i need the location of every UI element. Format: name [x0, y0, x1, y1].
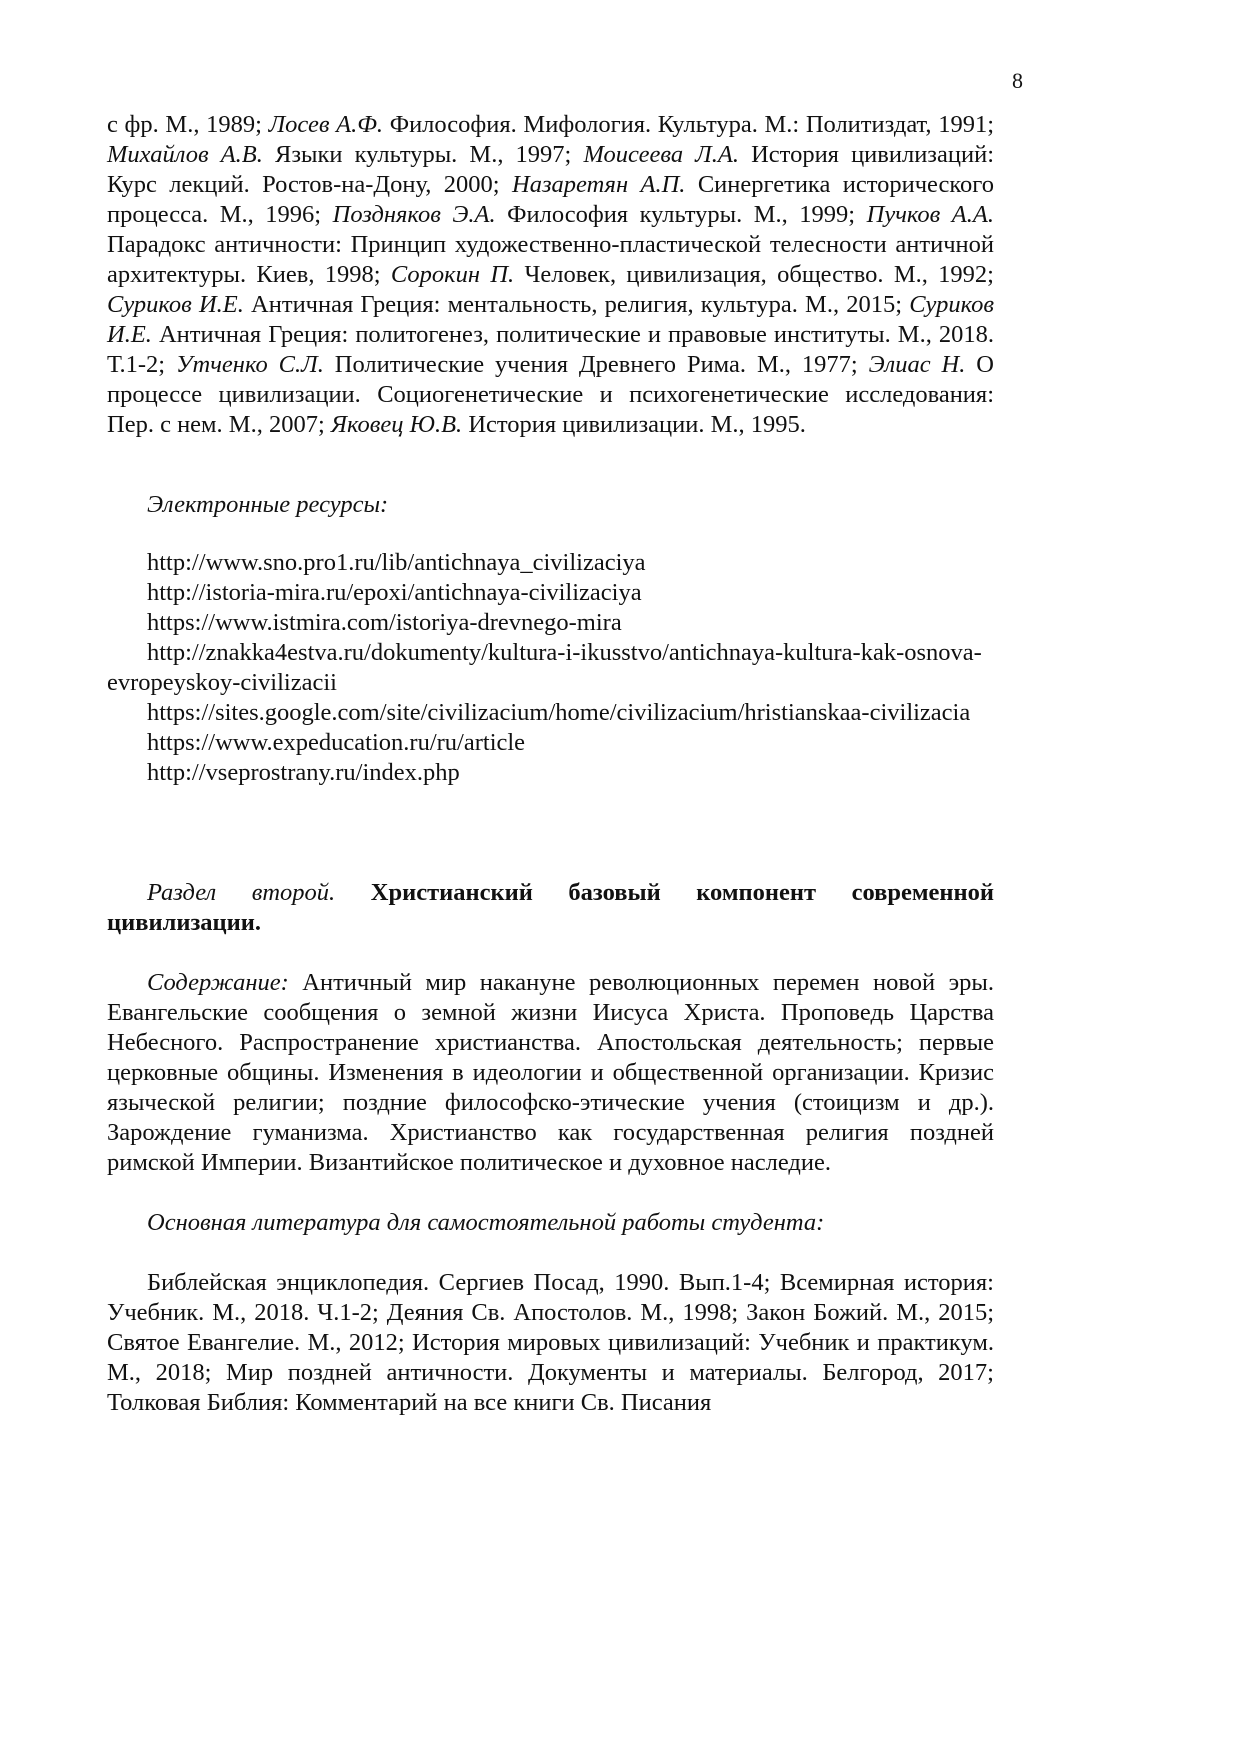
author-name: Элиас Н.: [868, 351, 966, 378]
author-name: Пучков А.А.: [866, 201, 994, 228]
page-number: 8: [1012, 68, 1023, 93]
main-literature-paragraph: [107, 1268, 994, 1418]
reference-text: Античная Греция: политогенез, политические и правовые институты. М., 2018. Т.1-2;: [107, 321, 994, 378]
resource-link[interactable]: http://znakka4estva.ru/dokumenty/kultura-i-ikusstvo/antichnaya-kultura-kak-osnova-evropeyskoy-civilizacii: [107, 639, 982, 696]
electronic-resources-heading: [107, 490, 994, 520]
heading-text: Электронные ресурсы:: [147, 491, 389, 518]
reference-text: Синергетика исторического процесса. М., 1996;: [107, 171, 994, 228]
author-name: Лосев А.Ф.: [268, 111, 384, 138]
author-name: Суриков И.Е.: [107, 291, 244, 318]
heading-text: Основная литература для самостоятельной работы студента:: [147, 1209, 825, 1236]
section-heading: [107, 878, 994, 938]
reference-text: Философия культуры. М., 1999;: [495, 201, 867, 228]
reference-text: Античная Греция: ментальность, религия, культура. М., 2015;: [243, 291, 910, 318]
author-name: Суриков И.Е.: [107, 291, 995, 348]
reference-text: Человек, цивилизация, общество. М., 1992;: [514, 261, 994, 288]
reference-text: История цивилизаций: Курс лекций. Ростов-на-Дону, 2000;: [107, 141, 995, 198]
main-literature-text: Библейская энциклопедия. Сергиев Посад, 1990. Вып.1-4; Всемирная история: Учебник. М., 2018. Ч.1-2; Деяния Св. Апостолов. М., 1998; Закон Божий. М., 2015; Святое Евангелие. М., 2012; История мировых цивилизаций: Учебник и практикум. М., 2018; Мир поздней античности. Документы и материалы. Белгород, 2017; Толковая Библия: Комментарий на все книги Св. Писания: [107, 1269, 994, 1416]
reference-text: О процессе цивилизации. Социогенетические и психогенетические исследования: Пер. с нем. М., 2007;: [107, 351, 994, 438]
main-literature-heading: [107, 1208, 994, 1238]
reference-text: Политические учения Древнего Рима. М., 1977;: [323, 351, 869, 378]
section-label: Раздел второй.: [147, 879, 336, 906]
author-name: Моисеева Л.А.: [583, 141, 739, 168]
author-name: Сорокин П.: [390, 261, 515, 288]
content-text: Античный мир накануне революционных перемен новой эры. Евангельские сообщения о земной жизни Иисуса Христа. Проповедь Царства Небесного. Распространение христианства. Апостольская деятельность; первые церковные общины. Изменения в идеологии и общественной организации. Кризис языческой религии; поздние философско-этические учения (стоицизм и др.). Зарождение гуманизма. Христианство как государственная религия поздней римской Империи. Византийское политическое и духовное наследие.: [107, 969, 994, 1176]
url-list: [107, 548, 994, 788]
reference-text: Языки культуры. М., 1997;: [262, 141, 584, 168]
author-name: Назаретян А.П.: [512, 171, 686, 198]
reference-text: Философия. Мифология. Культура. М.: Политиздат, 1991;: [383, 111, 995, 138]
author-name: Яковец Ю.В.: [330, 411, 463, 438]
reference-text: с фр. М., 1989;: [107, 111, 269, 138]
resource-link[interactable]: https://www.expeducation.ru/ru/article: [147, 729, 526, 756]
author-name: Михайлов А.В.: [107, 141, 263, 168]
references-paragraph: [107, 110, 994, 440]
resource-link[interactable]: http://www.sno.pro1.ru/lib/antichnaya_civilizaciya: [147, 549, 646, 576]
resource-link[interactable]: https://sites.google.com/site/civilizacium/home/civilizacium/hristianskaa-civilizacia: [147, 699, 971, 726]
section-title: Христианский базовый компонент современной цивилизации.: [107, 879, 995, 936]
author-name: Утченко С.Л.: [176, 351, 324, 378]
resource-link[interactable]: https://www.istmira.com/istoriya-drevnego-mira: [147, 609, 622, 636]
content-paragraph: [107, 968, 994, 1178]
resource-link[interactable]: http://vseprostrany.ru/index.php: [147, 759, 460, 786]
author-name: Поздняков Э.А.: [332, 201, 496, 228]
reference-text: История цивилизации. М., 1995.: [462, 411, 806, 438]
resource-link[interactable]: http://istoria-mira.ru/epoxi/antichnaya-civilizaciya: [147, 579, 642, 606]
reference-text: Парадокс античности: Принцип художественно-пластической телесности античной архитектуры. Киев, 1998;: [107, 231, 994, 288]
content-label: Содержание:: [147, 969, 289, 996]
